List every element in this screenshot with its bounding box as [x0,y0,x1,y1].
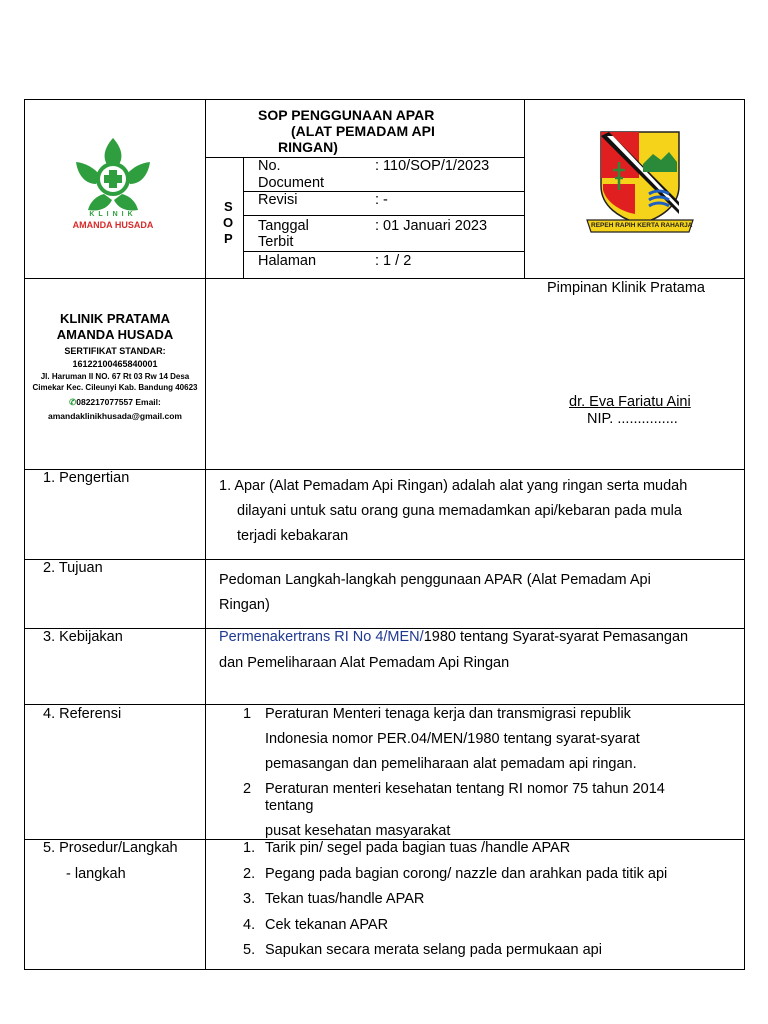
clinic-info [26,311,204,423]
prosedur-step-num-2: 2. [243,866,256,882]
section-label-tujuan: 2. Tujuan [43,560,103,576]
sop-letter-p: P [224,231,233,246]
prosedur-step-5: Sapukan secara merata selang pada permukaan api [265,942,602,958]
field-no-value: : 110/SOP/1/2023 [375,158,490,174]
signature-title: Pimpinan Klinik Pratama [547,280,705,296]
referensi-1-line3: pemasangan dan pemeliharaan alat pemadam api ringan. [265,756,637,772]
clinic-name-line2: AMANDA HUSADA [56,327,174,342]
referensi-2-line3: pusat kesehatan masyarakat [265,823,451,839]
clinic-phone: 082217077557 Email: [76,397,161,407]
clinic-email: amandaklinikhusada@gmail.com [48,411,182,421]
pengertian-line1: 1. Apar (Alat Pemadam Api Ringan) adalah alat yang ringan serta mudah [219,478,688,494]
field-revisi-label: Revisi [258,192,298,208]
pengertian-line2: dilayani untuk satu orang guna memadamkan api/kebaran pada mula [237,503,682,519]
section-label-prosedur-cont: - langkah [66,866,126,882]
phone-icon: ✆ [69,397,77,407]
sop-letter-o: O [223,215,234,230]
referensi-num-1: 1 [243,706,252,722]
tujuan-line2: Ringan) [219,597,270,613]
section-label-prosedur: 5. Prosedur/Langkah [43,840,178,856]
logo-text-klinik: KLINIK [89,211,137,218]
prosedur-step-4: Cek tekanan APAR [265,917,389,933]
field-tanggal-value: : 01 Januari 2023 [375,218,488,234]
referensi-2-line1: Peraturan menteri kesehatan tentang RI nomor 75 tahun 2014 [265,781,665,797]
referensi-2-line2: tentang [265,798,314,814]
referensi-1-line2: Indonesia nomor PER.04/MEN/1980 tentang syarat-syarat [265,731,640,747]
kebijakan-line1-rest: 1980 tentang Syarat-syarat Pemasangan [423,629,689,645]
prosedur-step-num-3: 3. [243,891,256,907]
kebijakan-regulation-ref: Permenakertrans RI No 4/MEN/ [219,629,424,645]
field-tanggal-label: Tanggal [258,218,309,234]
prosedur-step-1: Tarik pin/ segel pada bagian tuas /handle APAR [265,840,571,856]
field-document-label: Document [258,175,325,191]
field-halaman-value: : 1 / 2 [375,253,412,269]
prosedur-step-num-1: 1. [243,840,256,856]
field-halaman-label: Halaman [258,253,317,269]
field-terbit-label: Terbit [258,234,294,250]
prosedur-step-3: Tekan tuas/handle APAR [265,891,425,907]
section-label-pengertian: 1. Pengertian [43,470,130,486]
section-label-kebijakan: 3. Kebijakan [43,629,123,645]
tujuan-line1: Pedoman Langkah-langkah penggunaan APAR (Alat Pemadam Api [219,572,651,588]
prosedur-step-2: Pegang pada bagian corong/ nazzle dan arahkan pada titik api [265,866,668,882]
referensi-1-line1: Peraturan Menteri tenaga kerja dan transmigrasi republik [265,706,631,722]
clinic-cert-label: SERTIFIKAT STANDAR: [64,346,166,356]
emblem-motto: REPEH RAPIH KERTA RAHARJA [591,222,693,229]
regency-emblem [583,128,697,240]
sop-letter-s: S [224,199,233,214]
prosedur-step-num-5: 5. [243,942,256,958]
clinic-cert-number: 16122100465840001 [72,359,158,369]
field-revisi-value: : - [375,192,388,208]
clinic-name-line1: KLINIK PRATAMA [59,311,170,326]
clinic-logo [62,132,164,232]
referensi-num-2: 2 [243,781,252,797]
signature-name: dr. Eva Fariatu Aini [569,394,691,410]
kebijakan-line2: dan Pemeliharaan Alat Pemadam Api Ringan [219,655,510,671]
clinic-address: Jl. Haruman II NO. 67 Rt 03 Rw 14 Desa Cimekar Kec. Cileunyi Kab. Bandung 40623 [32,372,198,392]
field-no-label: No. [258,158,281,174]
sop-title-line3: RINGAN) [278,139,338,155]
kebijakan-line1 [219,629,688,646]
clinic-phone-row [26,395,204,409]
prosedur-step-num-4: 4. [243,917,256,933]
pengertian-line3: terjadi kebakaran [237,528,349,544]
signature-nip: NIP. ............... [587,411,678,427]
logo-text-amanda: AMANDA HUSADA [72,220,154,230]
sop-title-line2: (ALAT PEMADAM API [291,123,435,139]
sop-title-line1: SOP PENGGUNAAN APAR [258,107,435,123]
section-label-referensi: 4. Referensi [43,706,122,722]
